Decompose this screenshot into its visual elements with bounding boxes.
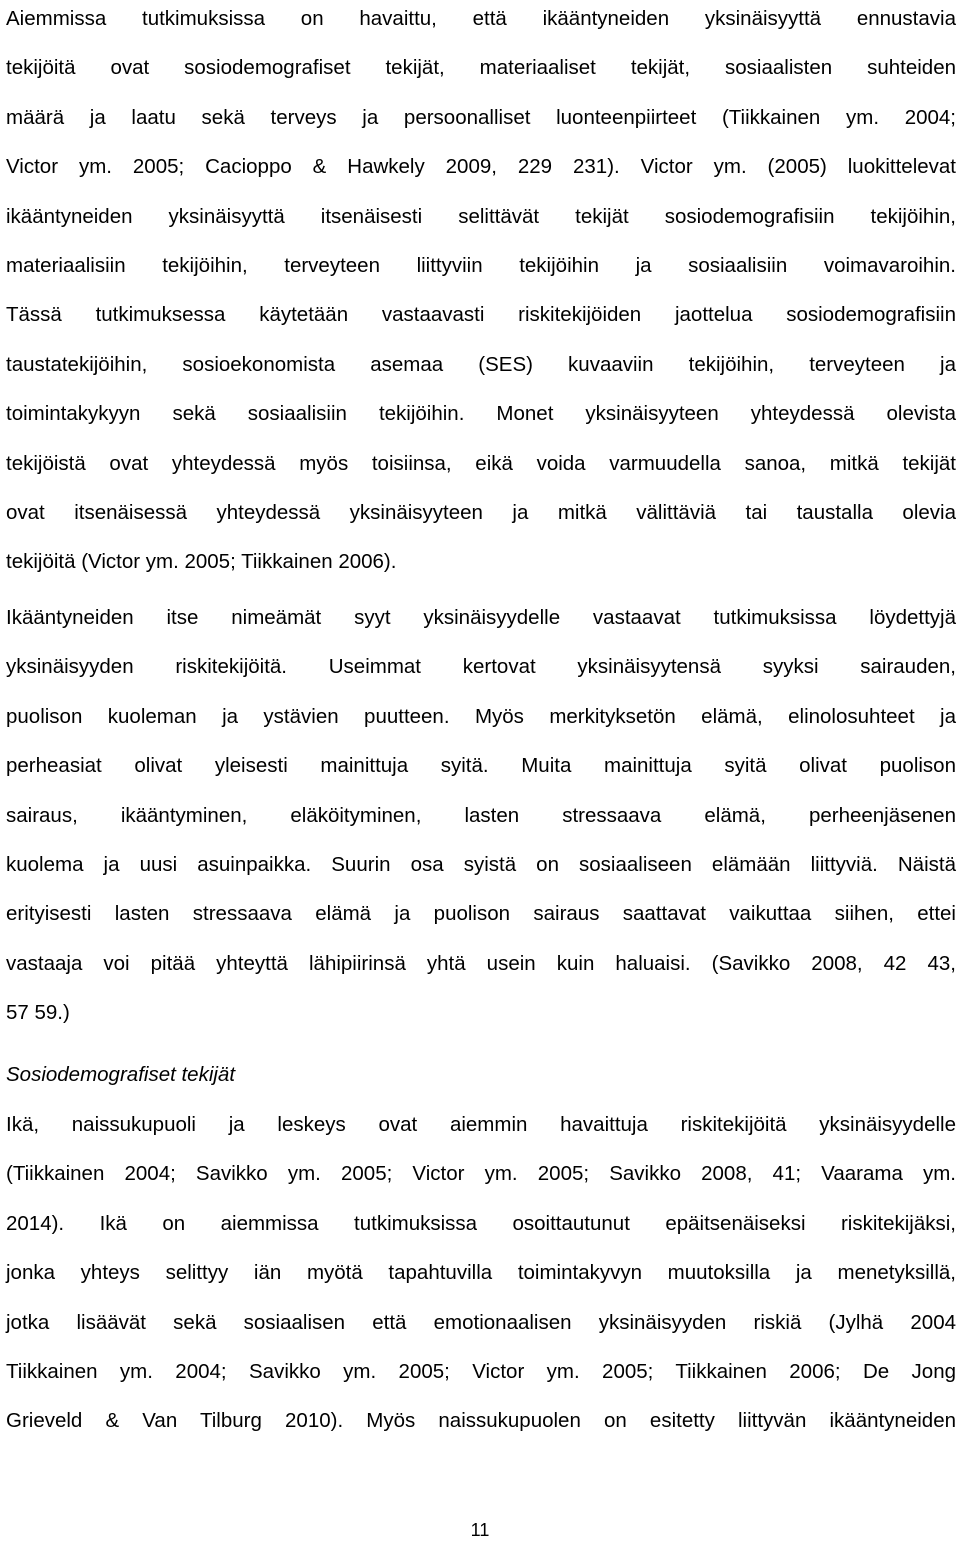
- text-line: toimintakykyyn sekä sosiaalisiin tekijöihin. Monet yksinäisyyteen yhteydessä olevista: [6, 402, 956, 426]
- text-line: ikääntyneiden yksinäisyyttä itsenäisesti selittävät tekijät sosiodemografisiin tekijöihin,: [6, 204, 956, 228]
- text-line: vastaaja voi pitää yhteyttä lähipiirinsä yhtä usein kuin haluaisi. (Savikko 2008, 42 43,: [6, 951, 956, 975]
- text-line: Victor ym. 2005; Cacioppo & Hawkely 2009, 229 231). Victor ym. (2005) luokittelevat: [6, 155, 956, 179]
- text-line: Grieveld & Van Tilburg 2010). Myös naissukupuolen on esitetty liittyvän ikääntyneiden: [6, 1409, 956, 1433]
- text-line: perheasiat olivat yleisesti mainittuja syitä. Muita mainittuja syitä olivat puolison: [6, 754, 956, 778]
- paragraph-sociodemographic: [6, 1100, 956, 1446]
- section-heading: Sosiodemografiset tekijät: [6, 1063, 236, 1086]
- text-line: Aiemmissa tutkimuksissa on havaittu, että ikääntyneiden yksinäisyyttä ennustavia: [6, 7, 956, 30]
- text-line: Tässä tutkimuksessa käytetään vastaavasti riskitekijöiden jaottelua sosiodemografisiin: [6, 303, 956, 327]
- text-line: tekijöitä (Victor ym. 2005; Tiikkainen 2006).: [6, 550, 397, 574]
- text-line: määrä ja laatu sekä terveys ja persoonalliset luonteenpiirteet (Tiikkainen ym. 2004;: [6, 105, 956, 129]
- text-line: puolison kuoleman ja ystävien puutteen. Myös merkityksetön elämä, elinolosuhteet ja: [6, 704, 956, 728]
- text-line: tekijöistä ovat yhteydessä myös toisiinsa, eikä voida varmuudella sanoa, mitkä tekijät: [6, 451, 956, 475]
- text-line: 2014). Ikä on aiemmissa tutkimuksissa osoittautunut epäitsenäiseksi riskitekijäksi,: [6, 1211, 956, 1235]
- text-line: yksinäisyyden riskitekijöitä. Useimmat kertovat yksinäisyytensä syyksi sairauden,: [6, 655, 956, 679]
- text-line: taustatekijöihin, sosioekonomista asemaa (SES) kuvaaviin tekijöihin, terveyteen ja: [6, 352, 956, 376]
- page-number: 11: [470, 1520, 490, 1540]
- text-line: jotka lisäävät sekä sosiaalisen että emotionaalisen yksinäisyyden riskiä (Jylhä 2004: [6, 1310, 956, 1334]
- text-line: ovat itsenäisessä yhteydessä yksinäisyyteen ja mitkä välittäviä tai taustalla olevia: [6, 500, 956, 524]
- paragraph-risk-factors: [6, 0, 956, 587]
- text-line: erityisesti lasten stressaava elämä ja puolison sairaus saattavat vaikuttaa siihen, ettei: [6, 902, 956, 926]
- text-line: sairaus, ikääntyminen, eläköityminen, lasten stressaava elämä, perheenjäsenen: [6, 803, 956, 827]
- text-line: tekijöitä ovat sosiodemografiset tekijät, materiaaliset tekijät, sosiaalisten suhteiden: [6, 56, 956, 80]
- text-line: Ikääntyneiden itse nimeämät syyt yksinäisyydelle vastaavat tutkimuksissa löydettyjä: [6, 606, 956, 629]
- text-line: kuolema ja uusi asuinpaikka. Suurin osa syistä on sosiaaliseen elämään liittyviä. Näistä: [6, 852, 956, 876]
- text-line: (Tiikkainen 2004; Savikko ym. 2005; Victor ym. 2005; Savikko 2008, 41; Vaarama ym.: [6, 1162, 956, 1186]
- paragraph-named-causes: [6, 593, 956, 1038]
- text-line: jonka yhteys selittyy iän myötä tapahtuvilla toimintakyvyn muutoksilla ja menetyksillä,: [6, 1261, 956, 1285]
- text-line: Tiikkainen ym. 2004; Savikko ym. 2005; Victor ym. 2005; Tiikkainen 2006; De Jong: [6, 1359, 956, 1383]
- text-line: 57 59.): [6, 1001, 70, 1025]
- text-line: materiaalisiin tekijöihin, terveyteen liittyviin tekijöihin ja sosiaalisiin voimavaroihin.: [6, 253, 956, 277]
- text-line: Ikä, naissukupuoli ja leskeys ovat aiemmin havaittuja riskitekijöitä yksinäisyydelle: [6, 1113, 956, 1136]
